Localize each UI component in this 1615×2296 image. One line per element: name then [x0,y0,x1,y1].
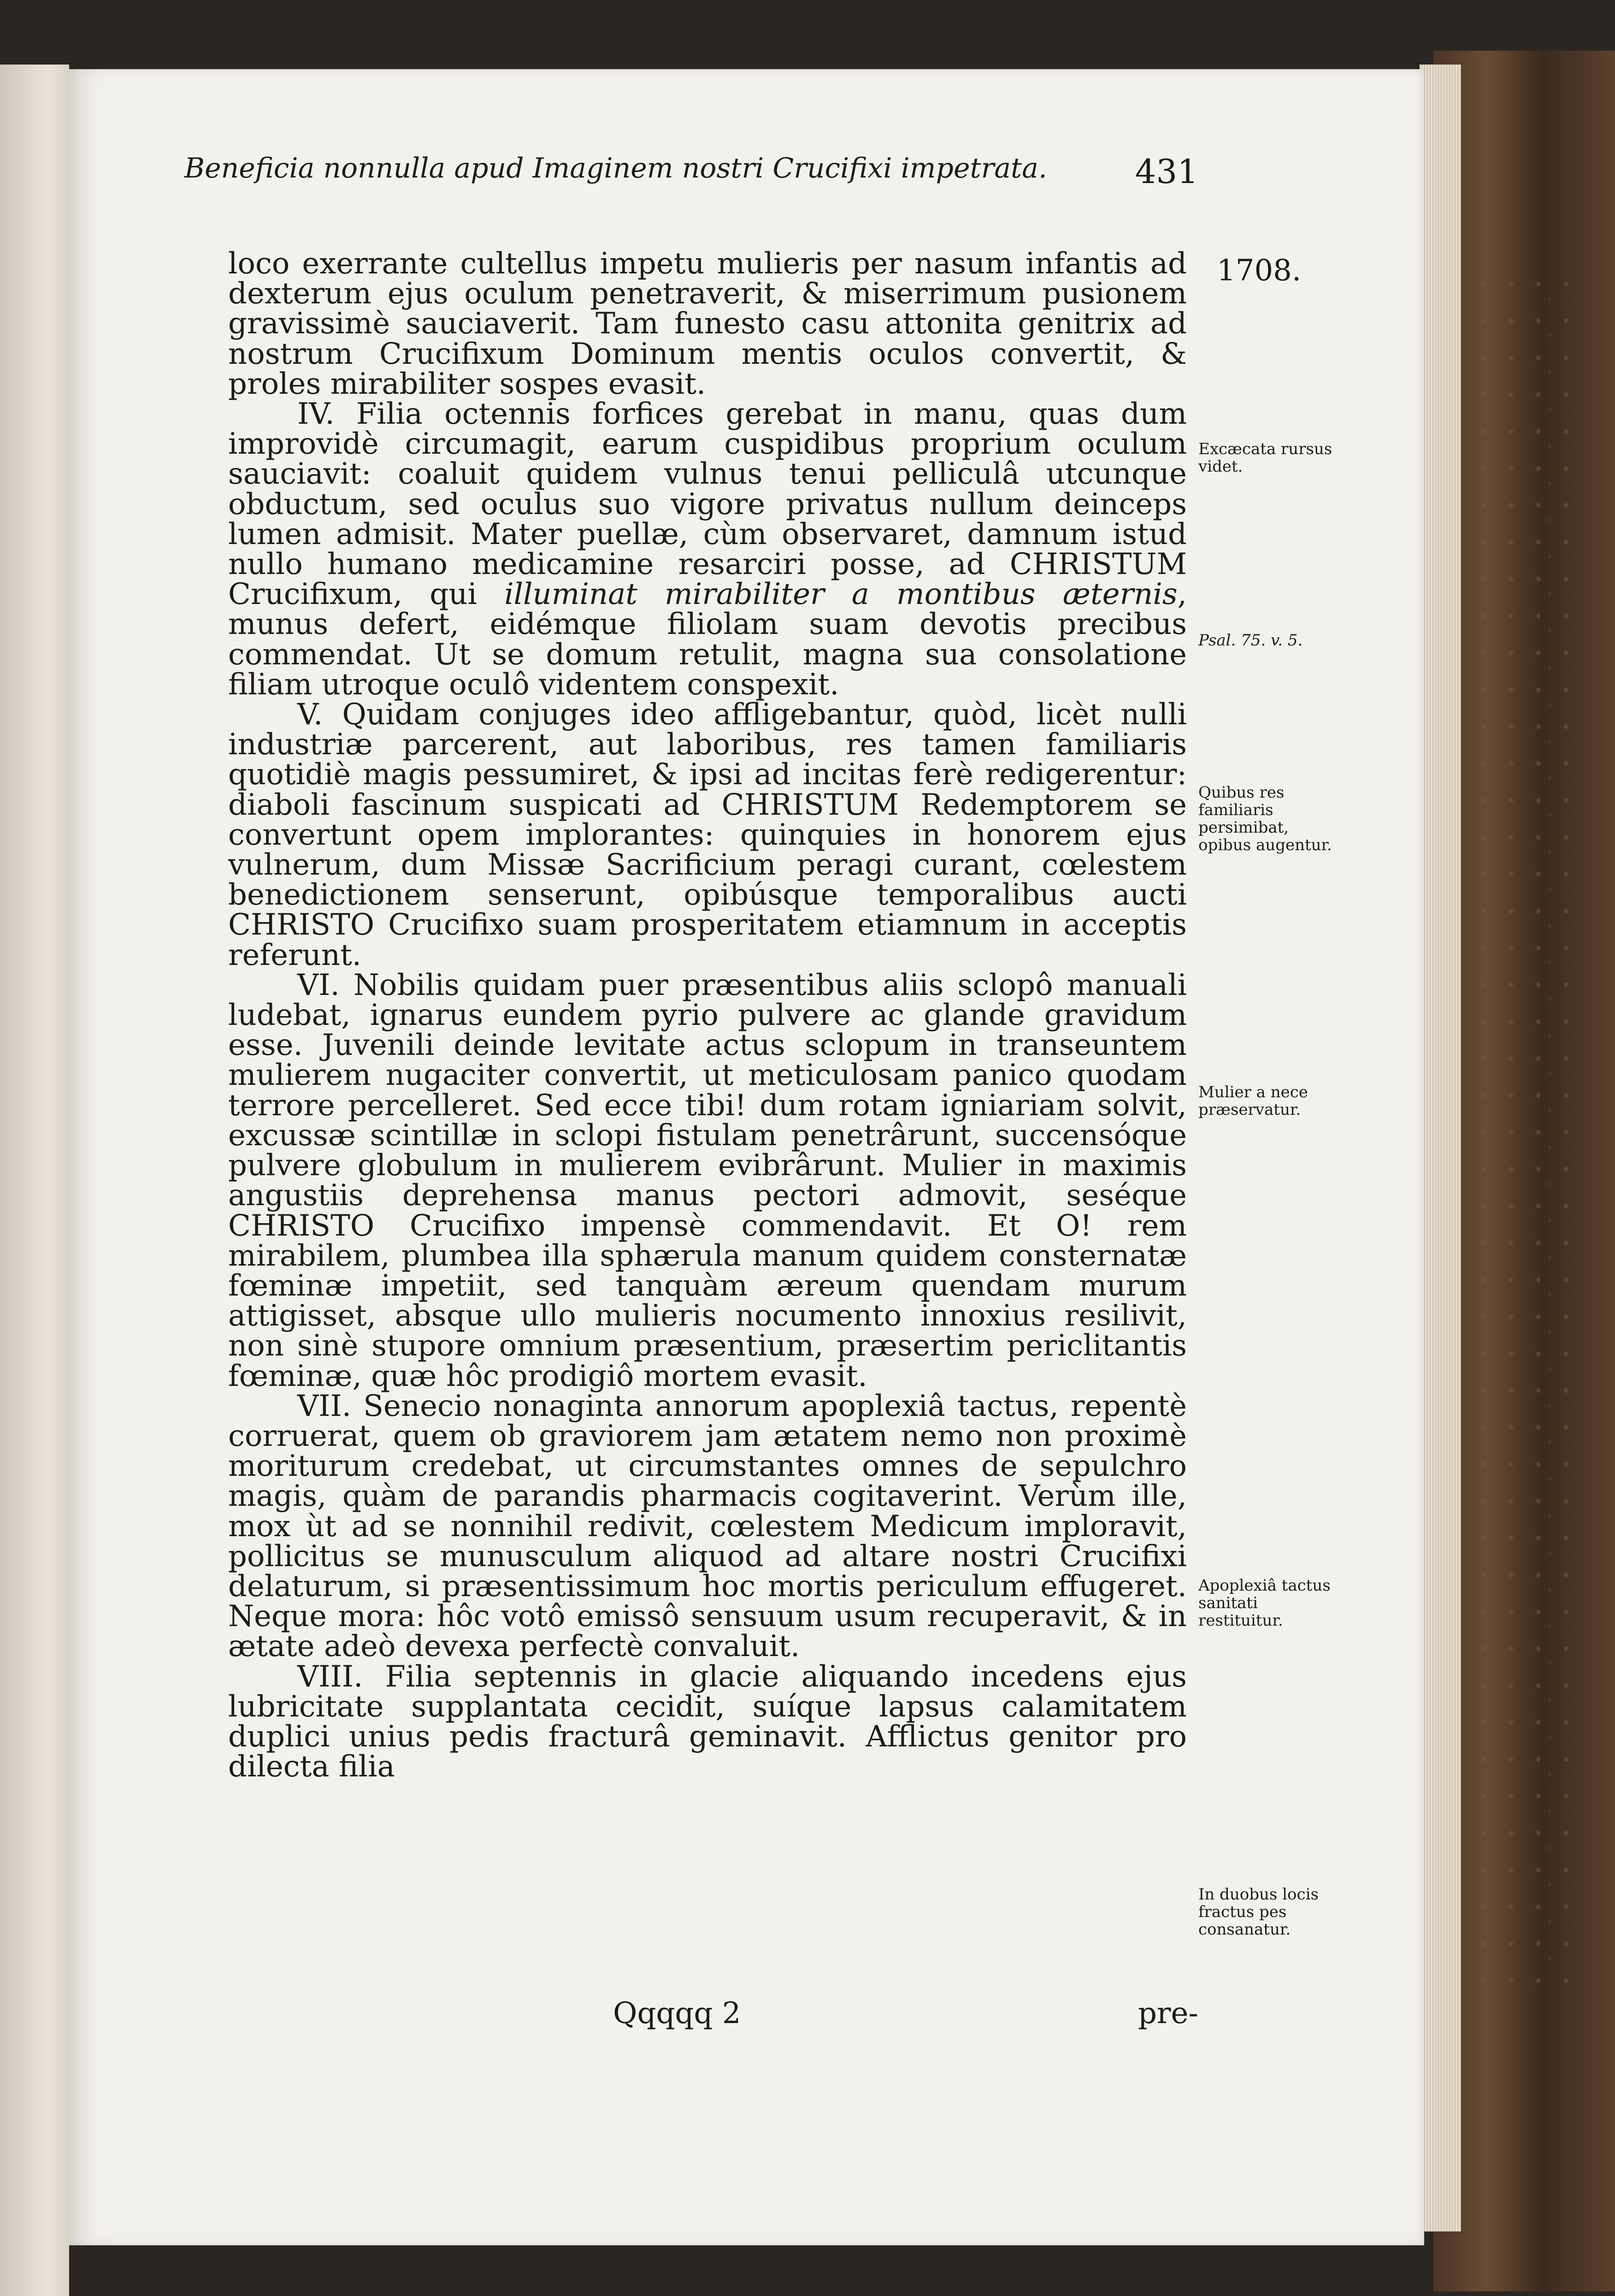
marginal-reference: Psal. 75. v. 5. [1198,631,1303,650]
page-number: 431 [1135,152,1198,191]
signature-mark: Qqqqq 2 [613,1996,741,2030]
paragraph-text: Senecio nonaginta annorum apoplexiâ tactus, repentè corruerat, quem ob graviorem jam ætatem nemo non proximè moriturum credebat, ut circumstantes omnes de sepulchro magis, quàm de parandis pharmacis cogitaverint. Verùm ille, mox ùt ad se nonnihil redivit, cœlestem Medicum imploravit, pollicitus se munusculum aliquod ad altare nostri Crucifixi delaturum, si præsentissimum hoc mortis periculum effugeret. Neque mora: hôc votô emissô sensuum usum recuperavit, & in ætate adeò devexa perfectè convaluit. [228,1389,1187,1664]
paragraph-number: IV. [297,397,335,432]
paragraph-text: Filia octennis forfices gerebat in manu, quas dum improvidè circumagit, earum cuspidibus proprium oculum sauciavit: coaluit quidem vulnus tenui pelliculâ utcunque obductum, sed oculus suo vigore privatus nullum deinceps lumen admisit. Mater puellæ, cùm observaret, damnum istud nullo humano medicamine resarciri posse, ad CHRISTUM Crucifixum, qui [228,397,1187,612]
page-footer [613,1996,1198,2038]
paragraph-viii [228,1659,1187,1784]
marginal-note: In duobus locis fractus pes consanatur. [1198,1885,1319,1939]
paragraph-number: V. [297,698,323,732]
marginal-note: Excæcata rursus videt. [1198,440,1332,476]
paragraph-vi [228,970,1187,1391]
paragraph-number: VII. [297,1389,352,1423]
paragraph-text: Quidam conjuges ideo affligebantur, quòd, licèt nulli industriæ parcerent, aut laboribus, res tamen familiaris quotidiè magis pessumiret, & ipsi ad incitas ferè redigerentur: diaboli fascinum suspicati ad CHRISTUM Redemptorem se convertunt opem implorantes: quinquies in honorem ejus vulnerum, dum Missæ Sacrificium peragi curant, cœlestem benedictionem senserunt, opibúsque temporalibus aucti CHRISTO Crucifixo suam prosperitatem etiamnum in acceptis referunt. [228,698,1187,972]
paragraph-text: Nobilis quidam puer præsentibus aliis sclopô manuali ludebat, ignarus eundem pyrio pulvere ac glande gravidum esse. Juvenili deinde levitate actus sclopum in transeuntem mulierem nugaciter convertit, ut meticulosam panico quodam terrore percelleret. Sed ecce tibi! dum rotam igniariam solvit, excussæ scintillæ in sclopi fistulam penetrârunt, succensóque pulvere globulum in mulierem evibrârunt. Mulier in maximis angustiis deprehensa manus pectori admovit, seséque CHRISTO Crucifixo impensè commendavit. Et O! rem mirabilem, plumbea illa sphærula manum quidem consternatæ fœminæ impetiit, sed tanquàm æreum quendam murum attigisset, absque ullo mulieris nocumento innoxius resilivit, non sinè stupore omnium præsentium, præsertim periclitantis fœminæ, quæ hôc prodigiô mortem evasit. [228,968,1187,1393]
catchword: pre- [1138,1996,1198,2030]
page-block-edge [1420,65,1461,2231]
paragraph-v [228,700,1187,970]
paragraph-vii [228,1391,1187,1662]
cover-marbling [1475,277,1576,1982]
paragraph-continued [228,249,1187,399]
paragraph-iv [228,399,1187,700]
marginal-note: Quibus res familiaris persimibat, opibus augentur. [1198,783,1332,854]
marginal-note: Apoplexiâ tactus sanitati restituitur. [1198,1576,1331,1630]
paragraph-text-tail: , munus defert, eidémque filiolam suam devotis precibus commendat. Ut se domum retulit, magna sua consolatione filiam utroque oculô videntem conspexit. [228,577,1187,702]
paragraph-text: Filia septennis in glacie aliquando incedens ejus lubricitate supplantata cecidit, suíque lapsus calamitatem duplici unius pedis fracturâ geminavit. Afflictus genitor pro dilecta filia [228,1659,1187,1784]
scripture-quote: illuminat mirabiliter a montibus æternis [504,577,1178,612]
body-text [228,249,1187,1782]
paragraph-number: VIII. [297,1659,363,1694]
marginal-note: Mulier a nece præservatur. [1198,1083,1308,1119]
paragraph-text: loco exerrante cultellus impetu mulieris per nasum infantis ad dexterum ejus oculum penetraverit, & miserrimum pusionem gravissimè sauciaverit. Tam funesto casu attonita genitrix ad nostrum Crucifixum Dominum mentis oculos convertit, & proles mirabiliter sospes evasit. [228,247,1187,401]
facing-page-edge [0,65,69,2296]
running-head [184,138,1198,207]
running-head-title: Beneficia nonnulla apud Imaginem nostri Crucifixi impetrata. [184,152,1047,184]
marginal-year: 1708. [1217,254,1302,288]
paragraph-number: VI. [297,968,340,1002]
